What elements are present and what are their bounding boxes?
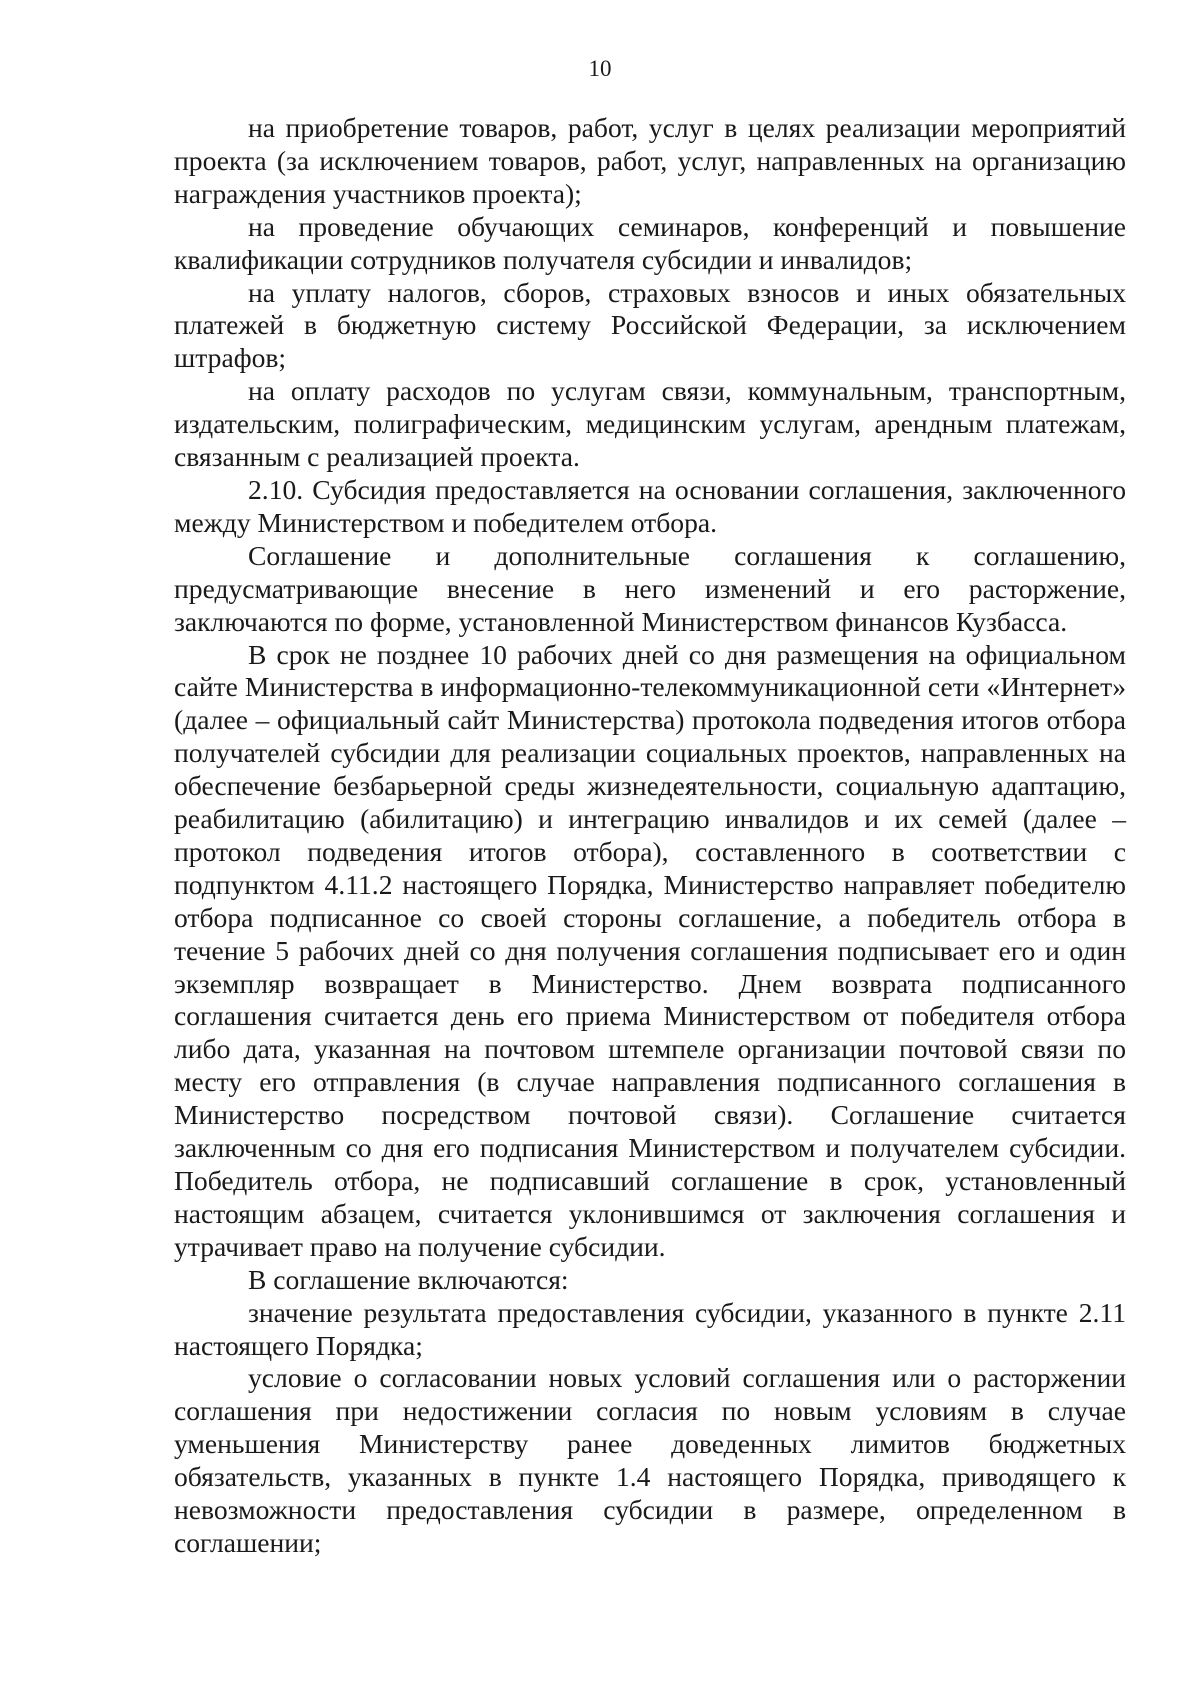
paragraph-agreement-includes: В соглашение включаются:	[248, 1263, 569, 1295]
paragraph-result-value: значение результата предоставления субсидии, указанного в пункте 2.11 настоящего Порядка;	[174, 1296, 1126, 1361]
page-number: 10	[588, 56, 612, 81]
paragraph-agreement-deadline: В срок не позднее 10 рабочих дней со дня размещения на официальном сайте Министерства в информационно-телекоммуникационной сети «Интернет» (далее – официальный сайт Министерства) протокола подведения итогов отбора получателей субсидии для реализации социальных проектов, направленных на обеспечение безбарьерной среды жизнедеятельности, социальную адаптацию, реабилитацию (абилитацию) и интеграцию инвалидов и их семей (далее – протокол подведения итогов отбора), составленного в соответствии с подпунктом 4.11.2 настоящего Порядка, Министерство направляет победителю отбора подписанное со своей стороны соглашение, а победитель отбора в течение 5 рабочих дней со дня получения соглашения подписывает его и один экземпляр возвращает в Министерство. Днем возврата подписанного соглашения считается день его приема Министерством от победителя отбора либо дата, указанная на почтовом штемпеле организации почтовой связи по месту его отправления (в случае направления подписанного соглашения в Министерство посредством почтовой связи). Соглашение считается заключенным со дня его подписания Министерством и получателем субсидии. Победитель отбора, не подписавший соглашение в срок, установленный настоящим абзацем, считается уклонившимся от заключения соглашения и утрачивает право на получение субсидии.	[174, 638, 1126, 1262]
paragraph-training-seminars: на проведение обучающих семинаров, конференций и повышение квалификации сотрудников получателя субсидии и инвалидов;	[174, 210, 1126, 275]
paragraph-agreement-form: Соглашение и дополнительные соглашения к соглашению, предусматривающие внесение в него изменений и его расторжение, заключаются по форме, установленной Министерством финансов Кузбасса.	[174, 539, 1126, 637]
paragraph-clause-2-10: 2.10. Субсидия предоставляется на основании соглашения, заключенного между Министерством и победителем отбора.	[174, 473, 1126, 538]
paragraph-purchase-goods: на приобретение товаров, работ, услуг в целях реализации мероприятий проекта (за исключением товаров, работ, услуг, направленных на организацию награждения участников проекта);	[174, 112, 1126, 209]
document-body	[174, 112, 1126, 1560]
paragraph-taxes-payment: на уплату налогов, сборов, страховых взносов и иных обязательных платежей в бюджетную систему Российской Федерации, за исключением штрафов;	[174, 276, 1126, 374]
paragraph-expenses-services: на оплату расходов по услугам связи, коммунальным, транспортным, издательским, полиграфическим, медицинским услугам, арендным платежам, связанным с реализацией проекта.	[174, 375, 1126, 473]
paragraph-new-conditions: условие о согласовании новых условий соглашения или о расторжении соглашения при недостижении согласия по новым условиям в случае уменьшения Министерству ранее доведенных лимитов бюджетных обязательств, указанных в пункте 1.4 настоящего Порядка, приводящего к невозможности предоставления субсидии в размере, определенном в соглашении;	[174, 1362, 1126, 1558]
